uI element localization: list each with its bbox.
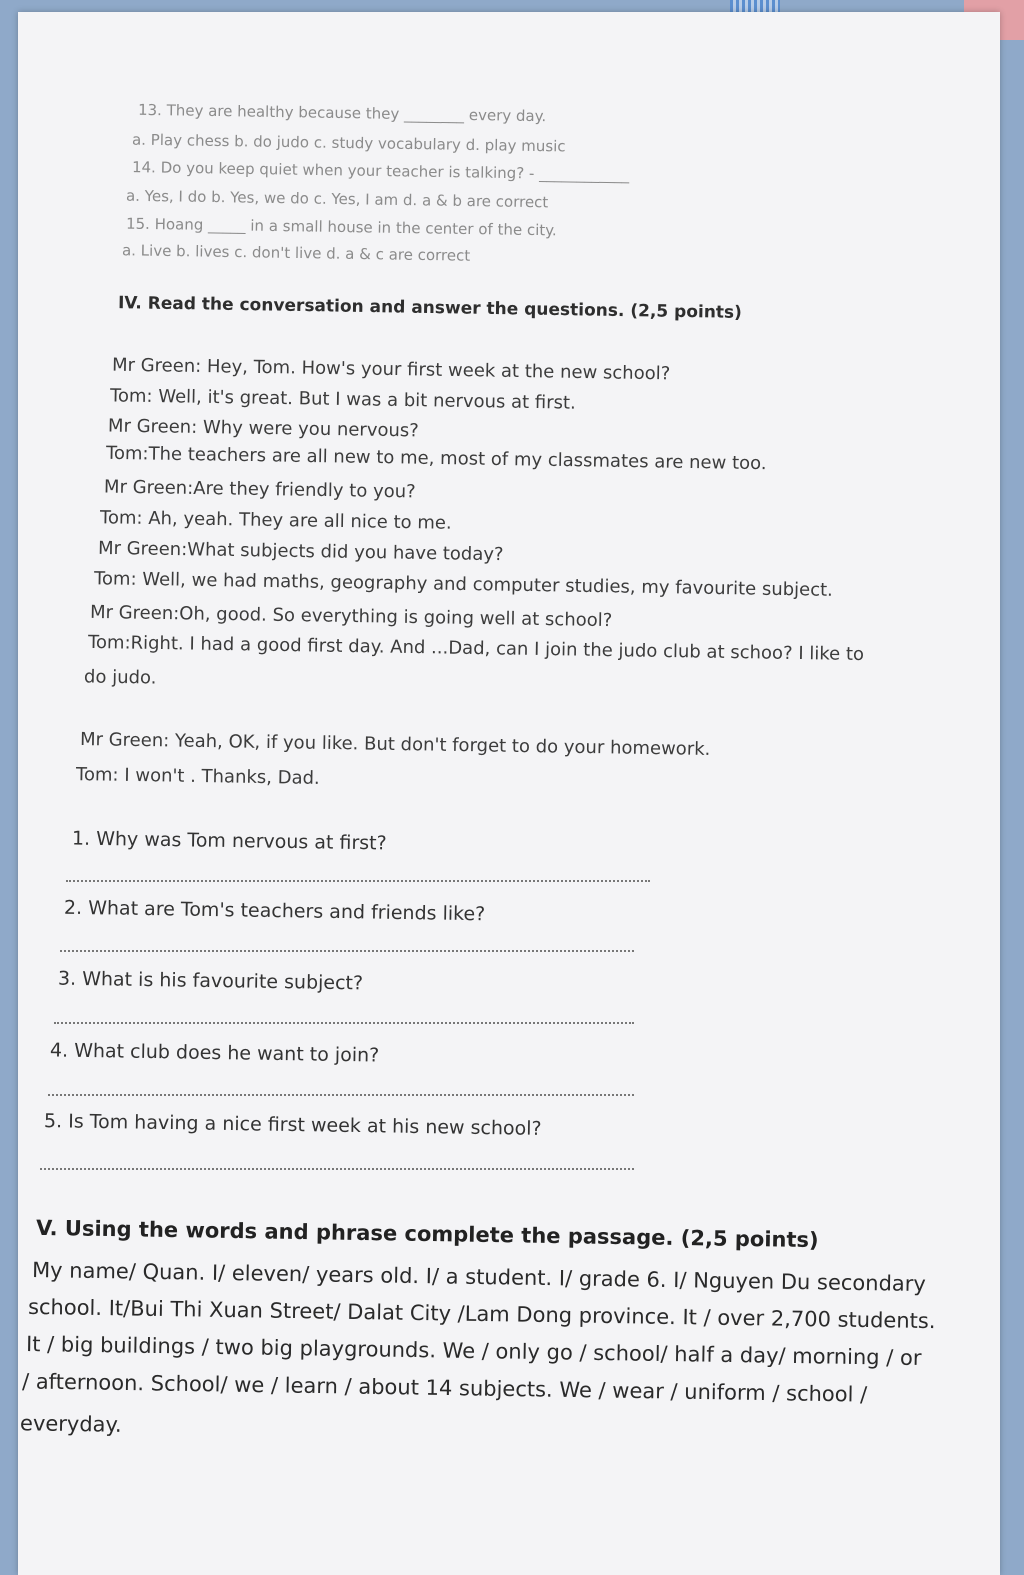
section-4-heading: IV. Read the conversation and answer the questions. (2,5 points) [117,293,743,323]
passage-line-4: / afternoon. School/ we / learn / about 14 subjects. We / wear / uniform / school / [21,1369,868,1407]
dialogue-line-7: Mr Green:What subjects did you have today? [97,537,504,566]
dialogue-line-6: Tom: Ah, yeah. They are all nice to me. [99,507,452,534]
question-4: 4. What club does he want to join? [49,1039,380,1067]
answer-line-4[interactable] [48,1094,634,1096]
passage-line-1: My name/ Quan. I/ eleven/ years old. I/ a student. I/ grade 6. I/ Nguyen Du secondary [31,1257,927,1297]
answer-line-2[interactable] [60,950,634,952]
dialogue-line-4: Tom:The teachers are all new to me, most of my classmates are new too. [105,442,767,475]
question-15-options: a. Live b. lives c. don't live d. a & c are correct [121,241,471,265]
answer-line-3[interactable] [54,1022,634,1024]
question-5: 5. Is Tom having a nice first week at his new school? [43,1110,542,1140]
question-1: 1. Why was Tom nervous at first? [71,827,387,855]
dialogue-line-2: Tom: Well, it's great. But I was a bit nervous at first. [109,385,576,414]
dialogue-line-11: do judo. [83,666,157,689]
passage-line-5: everyday. [19,1411,122,1437]
question-14-options: a. Yes, I do b. Yes, we do c. Yes, I am d. a & b are correct [125,186,549,212]
passage-line-3: It / big buildings / two big playgrounds. We / only go / school/ half a day/ morning / or [25,1331,922,1371]
question-3: 3. What is his favourite subject? [57,967,364,995]
section-5-heading: V. Using the words and phrase complete the passage. (2,5 points) [35,1215,819,1253]
dialogue-line-12: Mr Green: Yeah, OK, if you like. But don't forget to do your homework. [79,729,711,760]
dialogue-line-8: Tom: Well, we had maths, geography and computer studies, my favourite subject. [93,568,834,601]
question-13: 13. They are healthy because they ________ every day. [137,100,547,126]
dialogue-line-3: Mr Green: Why were you nervous? [107,415,419,442]
question-14: 14. Do you keep quiet when your teacher is talking? - ____________ [131,158,630,184]
dialogue-line-5: Mr Green:Are they friendly to you? [103,476,416,503]
dialogue-line-1: Mr Green: Hey, Tom. How's your first week at the new school? [111,354,671,385]
answer-line-5[interactable] [40,1168,634,1170]
question-2: 2. What are Tom's teachers and friends like? [63,896,486,926]
answer-line-1[interactable] [66,880,650,882]
dialogue-line-13: Tom: I won't . Thanks, Dad. [75,764,320,789]
question-15: 15. Hoang _____ in a small house in the center of the city. [125,214,557,240]
passage-line-2: school. It/Bui Thi Xuan Street/ Dalat City /Lam Dong province. It / over 2,700 students. [27,1294,936,1334]
worksheet-page [18,12,1000,1575]
dialogue-line-10: Tom:Right. I had a good first day. And ...Dad, can I join the judo club at schoo? I like to [87,631,865,666]
dialogue-line-9: Mr Green:Oh, good. So everything is going well at school? [89,601,613,632]
question-13-options: a. Play chess b. do judo c. study vocabulary d. play music [131,130,566,156]
